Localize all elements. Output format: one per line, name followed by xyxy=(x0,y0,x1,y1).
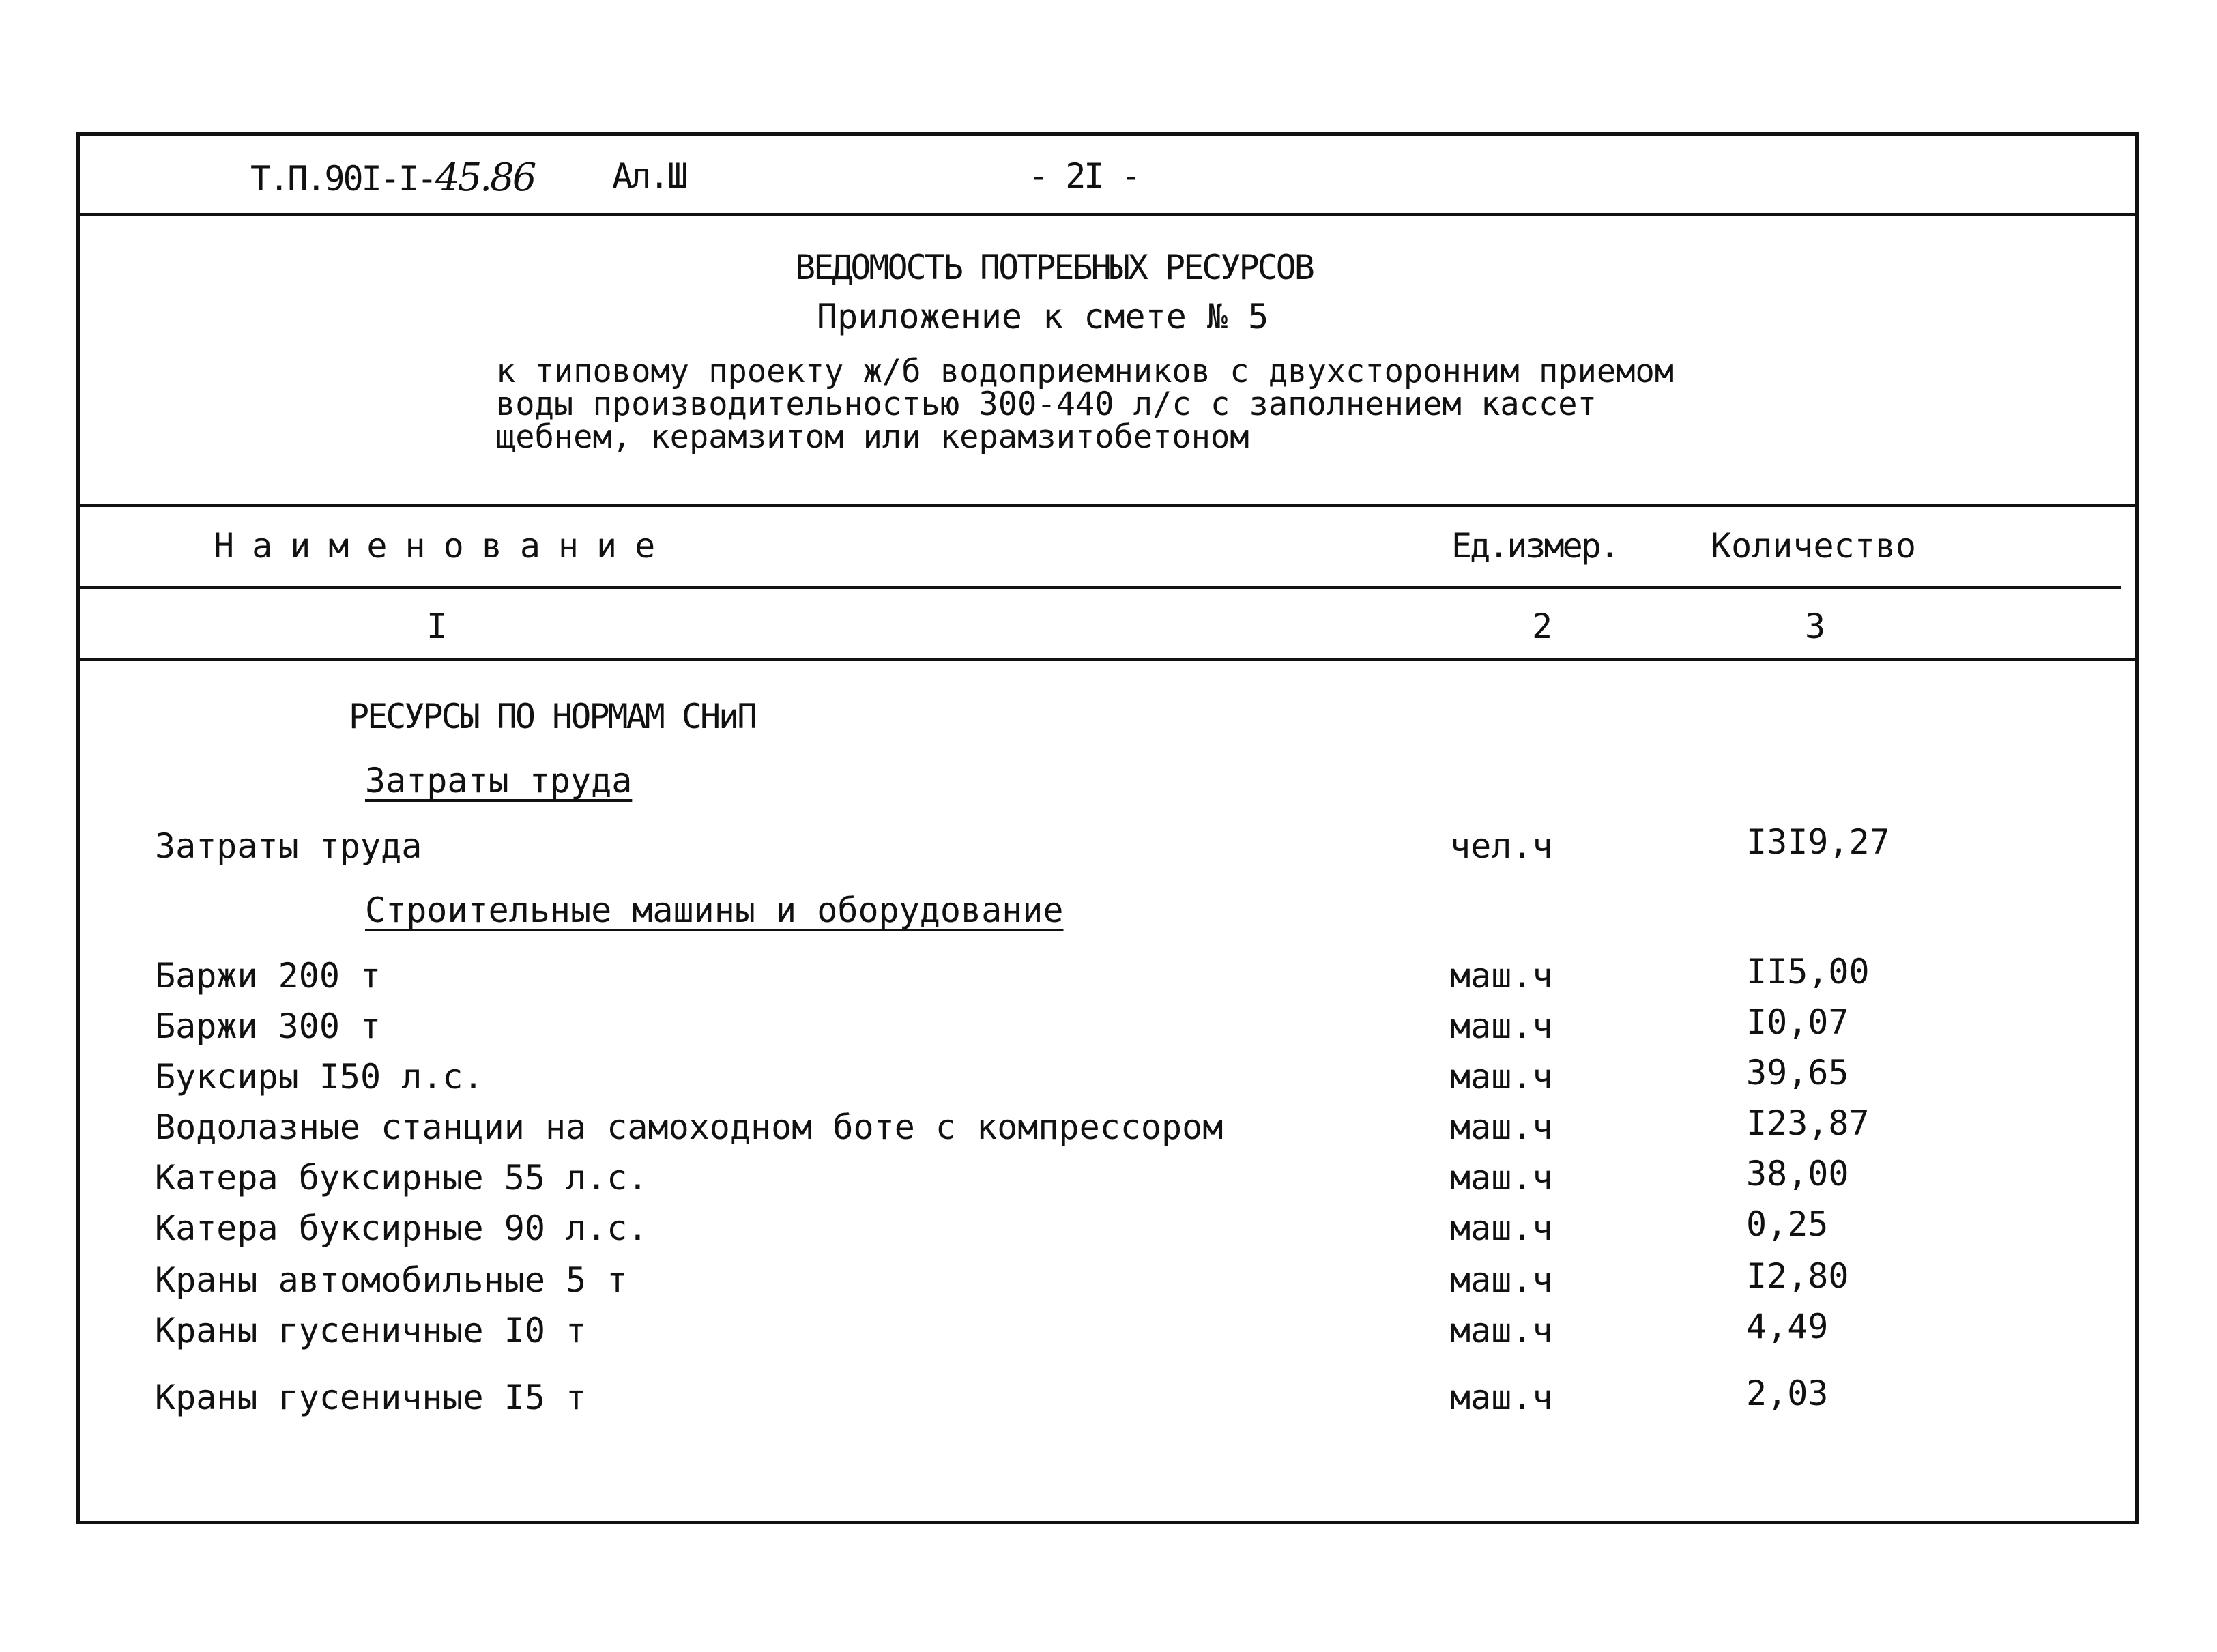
row-name: Катера буксирные 55 л.с. xyxy=(155,1158,648,1198)
row-quantity: 2,03 xyxy=(1746,1374,1829,1413)
row-unit: маш.ч xyxy=(1450,1057,1553,1097)
row-unit: маш.ч xyxy=(1450,1208,1553,1248)
doc-code-text: Т.П.90I-I- xyxy=(250,159,436,199)
row-quantity: I23,87 xyxy=(1746,1103,1870,1143)
description-line-1: к типовому проекту ж/б водоприемников с двухсторонним приемом xyxy=(496,353,1675,390)
column-header-name: Наименование xyxy=(214,526,673,566)
row-unit: маш.ч xyxy=(1450,1311,1553,1350)
row-quantity: 39,65 xyxy=(1746,1053,1849,1092)
group-title-machines: Строительные машины и оборудование xyxy=(365,890,1064,930)
row-unit: маш.ч xyxy=(1450,1378,1553,1417)
row-name: Катера буксирные 90 л.с. xyxy=(155,1208,648,1248)
appendix-label: Приложение к смете № 5 xyxy=(817,297,1269,336)
description-line-2: воды производительностью 300-440 л/с с заполнением кассет xyxy=(496,386,1597,423)
row-quantity: II5,00 xyxy=(1746,952,1870,991)
row-unit: маш.ч xyxy=(1450,1107,1553,1147)
column-number-3: 3 xyxy=(1805,607,1826,646)
document-sheet xyxy=(76,132,2139,1524)
row-name: Краны гусеничные I0 т xyxy=(155,1311,587,1350)
section-title: РЕСУРСЫ ПО НОРМАМ СНиП xyxy=(349,697,756,736)
group-title-labor: Затраты труда xyxy=(365,761,633,800)
doc-code xyxy=(250,156,535,200)
row-name: Буксиры I50 л.с. xyxy=(155,1057,484,1097)
column-header-quantity: Количество xyxy=(1711,526,1917,566)
column-header-unit: Ед.измер. xyxy=(1451,526,1618,566)
document-title: ВЕДОМОСТЬ ПОТРЕБНЫХ РЕСУРСОВ xyxy=(795,248,1313,287)
row-unit: маш.ч xyxy=(1450,1260,1553,1300)
row-unit: маш.ч xyxy=(1450,1006,1553,1046)
row-quantity: I3I9,27 xyxy=(1746,822,1890,862)
row-quantity: 4,49 xyxy=(1746,1307,1829,1346)
doc-number-handwritten: 45.86 xyxy=(435,156,535,200)
row-quantity: 38,00 xyxy=(1746,1154,1849,1193)
column-header-divider xyxy=(80,586,2121,589)
row-name: Затраты труда xyxy=(155,826,422,866)
page-number: - 2I - xyxy=(1028,156,1140,196)
column-number-divider xyxy=(80,658,2135,661)
row-unit: чел.ч xyxy=(1450,826,1553,866)
title-divider xyxy=(80,504,2135,507)
description-line-3: щебнем, керамзитом или керамзитобетоном xyxy=(496,418,1249,456)
row-name: Краны автомобильные 5 т xyxy=(155,1260,628,1300)
row-quantity: I2,80 xyxy=(1746,1256,1849,1296)
row-unit: маш.ч xyxy=(1450,1158,1553,1198)
row-quantity: 0,25 xyxy=(1746,1204,1829,1244)
row-name: Краны гусеничные I5 т xyxy=(155,1378,587,1417)
column-number-2: 2 xyxy=(1532,607,1553,646)
row-unit: маш.ч xyxy=(1450,956,1553,996)
row-name: Баржи 300 т xyxy=(155,1006,381,1046)
header-divider xyxy=(80,213,2135,216)
row-quantity: I0,07 xyxy=(1746,1002,1849,1042)
column-number-1: I xyxy=(426,607,448,646)
album-label: Ал.Ш xyxy=(612,156,686,196)
row-name: Водолазные станции на самоходном боте с компрессором xyxy=(155,1107,1223,1147)
row-name: Баржи 200 т xyxy=(155,956,381,996)
